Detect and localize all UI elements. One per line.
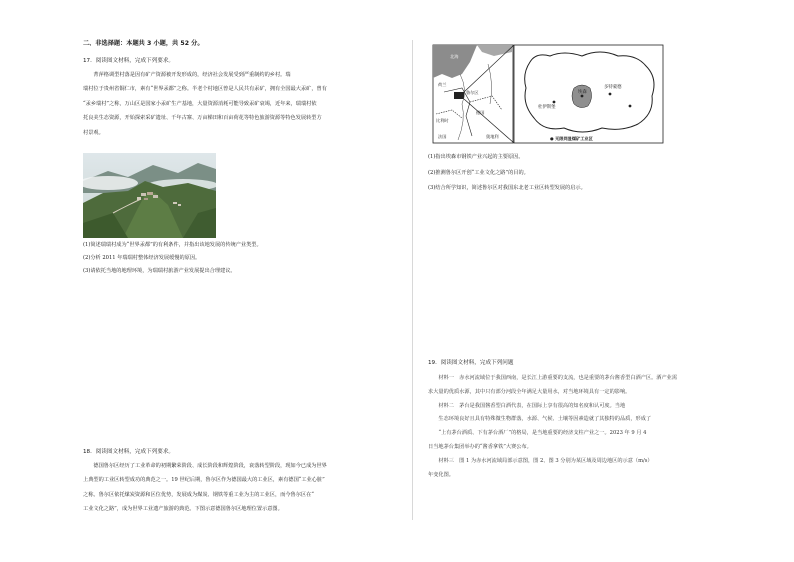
map-label-dortmund: 多特蒙德: [604, 85, 622, 90]
q17-prompt: 17．阅读图文材料，完成下列要求。: [83, 58, 175, 64]
q19-material: [428, 372, 758, 482]
q17-material-line: 村景观。: [83, 129, 104, 136]
map-label-netherlands: 荷兰: [438, 82, 447, 87]
q19-material-line: 生态环境良好且具有特殊微生物群落，水源、气候、土壤等因素造就了其独特的品质，形成了: [428, 416, 652, 423]
q17-material: [83, 68, 408, 140]
q17-material-line: 菁萍格调型村落是因有矿产资源被开发形成的，经济社会发展受到严重制约的乡村。瑞: [83, 72, 291, 78]
map-caption: ● 无限同显煤矿工业区: [550, 136, 593, 141]
map-label-duisburg: 杜伊斯堡: [538, 105, 556, 110]
q18-material-line: 之称。鲁尔区依托煤炭资源和区位优势，发展成为煤炭、钢铁等重工业为主的工业区，而今鲁尔区在“: [83, 491, 314, 498]
q18-material-line: 上典型的工业区转型成功的典范之一。19 世纪后期，鲁尔区作为德国最大的工业区，素有德国“工业心脏”: [83, 477, 325, 484]
q19-prompt: 19．阅读图文材料，完成下列问题: [428, 360, 514, 366]
q19-material-line: 材料三 图 1 为赤水河流域局部示意图，图 2、图 3 分别为某区域及周边地区的示意（m/s）: [428, 457, 653, 464]
map-label-france: 法国: [438, 134, 447, 139]
q19-material-line: 材料二 茅台是我国酱香型白酒代表，在国际上享有很高的知名度和认可度。当地: [428, 402, 626, 409]
q17-material-line: “汞乡瑞村”之称，万山区是国家小汞矿生产基地，大量资源消耗可能导致汞矿衰竭，近年来，瑞瑞村依: [83, 100, 317, 107]
q17-questions: [83, 239, 408, 278]
q19-material-line: 材料一 赤水河流域位于我国西南，是长江上游重要的支流，也是重要的茅台酱香型白酒产区。酒产业需: [428, 375, 678, 381]
section-heading: 二、非选择题：本题共 3 小题，共 52 分。: [83, 40, 204, 47]
column-divider: [412, 40, 413, 520]
q17-question: (3)请依托当地的地理环境，为瑞瑞村旅游产业发展提出合理建议。: [83, 268, 236, 274]
q19-material-line: “上有茅台酒质、下有茅台酒厂”的格局，是当地重要的经济支柱产业之一。2023 年 9 月 4: [428, 430, 647, 437]
q17-material-line: 托良美生态资源，开始探索采矿遗址、千年古寨、万亩梯田和百亩荷花等特色旅游资源等特色发展转型方: [83, 115, 322, 122]
map-label-austria: 奥地利: [486, 134, 499, 139]
village-photo: [83, 153, 216, 238]
q18-material: [83, 459, 408, 517]
q17-material-line: 瑞村位于贵州省铜仁市，素有“世界汞都”之称。半老个村地区曾是人民共有汞矿，拥有全国最大汞矿，曾有: [83, 86, 327, 93]
q17-question: (1)简述瑞瑞村成为“世界汞都”的有利条件，并指出该地发展的传统产业类型。: [83, 242, 262, 248]
q18-question: (2)推测鲁尔区开创“工业文化之路”的目的。: [428, 169, 529, 176]
q19-material-line: 年变化图。: [428, 471, 454, 478]
q18-material-line: 德国鲁尔区经历了工业革命的初期繁荣阶段、成长阶段和辉煌阶段，衰落转型阶段，现如今已成为世界: [83, 463, 327, 469]
q19-material-line: 求大量的优质水源，其中只有部分河段全年满足大量用水，对当地环境具有一定的影响。: [428, 388, 631, 395]
q18-question: (1)指出埃森市钢铁产业兴起的主要原因。: [428, 154, 524, 160]
ruhr-location-map: [432, 44, 664, 146]
q18-question: (3)结合所学知识，简述鲁尔区对我国东北老工业区转型发展的启示。: [428, 185, 586, 191]
map-label-belgium: 比利时: [436, 118, 449, 123]
map-label-germany: 德国: [476, 110, 485, 115]
q18-material-line: 工业文化之路”，成为世界工业遗产旅游的典范。下图示意德国鲁尔区地理位置示意图。: [83, 506, 283, 513]
q18-questions: [428, 150, 758, 197]
map-label-essen: 埃森: [578, 90, 587, 95]
map-label-ruhr: 鲁尔区: [466, 90, 479, 95]
q18-prompt: 18．阅读图文材料，完成下列要求。: [83, 449, 175, 455]
q19-material-line: 日当地茅台集团举办的“酱香拿铁”大赛公布。: [428, 443, 532, 450]
q17-question: (2)分析 2011 年瑞瑞村整体经济发展缓慢的原因。: [83, 255, 201, 261]
map-label-sea: 北海: [450, 54, 459, 59]
